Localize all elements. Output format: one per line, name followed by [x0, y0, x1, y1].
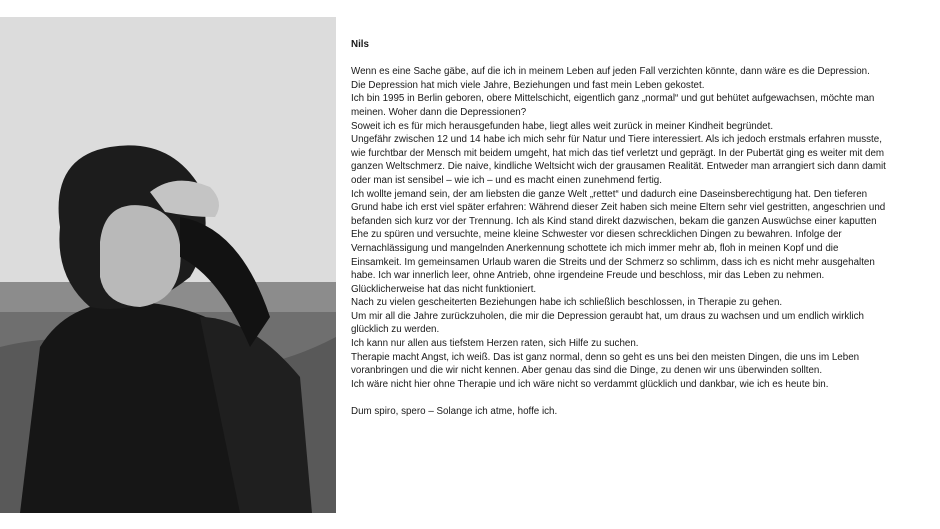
spacer [351, 391, 886, 405]
article-text [351, 38, 886, 419]
paragraph: Ich wäre nicht hier ohne Therapie und ich wäre nicht so verdammt glücklich und dankbar, wie ich es heute bin. [351, 378, 829, 390]
article-name: Nils [351, 39, 369, 50]
portrait-illustration [0, 17, 336, 513]
paragraph: Nach zu vielen gescheiterten Beziehungen habe ich schließlich beschlossen, in Therapie zu gehen. [351, 297, 783, 309]
paragraph: Ungefähr zwischen 12 und 14 habe ich mich sehr für Natur und Tiere interessiert. Als ich jedoch erstmals erfahren musste, wie furchtbar der Mensch mit beidem umgeht, hat mich das tief verletzt und geprägt. In der Pubertät ging es weiter mit dem ganzen Weltschmerz. Die naive, kindliche Weltsicht wich der grausamen Realität. Entweder man arrangiert sich dann damit oder man ist sensibel – wie ich – und es macht einen zunehmend fertig. [351, 134, 886, 186]
paragraph: Therapie macht Angst, ich weiß. Das ist ganz normal, denn so geht es uns bei den meisten Dingen, die uns im Leben voranbringen und die wir nicht kennen. Aber genau das sind die Dinge, zu denen wir uns überwinden sollten. [351, 351, 860, 377]
portrait-photo [0, 17, 336, 513]
paragraph: Ich kann nur allen aus tiefstem Herzen raten, sich Hilfe zu suchen. [351, 338, 639, 350]
paragraph: Um mir all die Jahre zurückzuholen, die mir die Depression geraubt hat, um draus zu wachsen und um endlich wirklich glücklich zu werden. [351, 310, 864, 336]
paragraph: Ich wollte jemand sein, der am liebsten die ganze Welt „rettet“ und dadurch eine Daseinsberechtigung hat. Den tieferen Grund habe ich erst viel später erfahren: Während dieser Zeit haben sich meine Eltern sehr viel gestritten, angeschrien und befanden sich kurz vor der Trennung. Ich als Kind stand direkt dazwischen, bekam die ganzen Auswüchse einer kaputten Ehe zu spüren und versuchte, meine kleine Schwester vor diesen schrecklichen Dingen zu bewahren. Infolge der Vernachlässigung und mangelnden Anerkennung schottete ich mich immer mehr ab, floh in meinen Kopf und die Einsamkeit. Im gemeinsamen Urlaub waren die Streits und der Schmerz so schlimm, dass ich es nicht mehr ausgehalten habe. Ich war innerlich leer, ohne Antrieb, ohne irgendeine Freude und beschloss, mir das Leben zu nehmen. [351, 188, 886, 282]
paragraph: Die Depression hat mich viele Jahre, Beziehungen und fast mein Leben gekostet. [351, 79, 705, 91]
paragraph: Wenn es eine Sache gäbe, auf die ich in meinem Leben auf jeden Fall verzichten könnte, dann wäre es die Depression. [351, 66, 870, 78]
paragraph: Ich bin 1995 in Berlin geboren, obere Mittelschicht, eigentlich ganz „normal“ und gut behütet aufgewachsen, möchte man meinen. Woher dann die Depressionen? [351, 93, 875, 118]
paragraph: Glücklicherweise hat das nicht funktioniert. [351, 283, 537, 295]
paragraph: Soweit ich es für mich herausgefunden habe, liegt alles weit zurück in meiner Kindheit begründet. [351, 120, 774, 132]
closing-line: Dum spiro, spero – Solange ich atme, hoffe ich. [351, 406, 558, 418]
